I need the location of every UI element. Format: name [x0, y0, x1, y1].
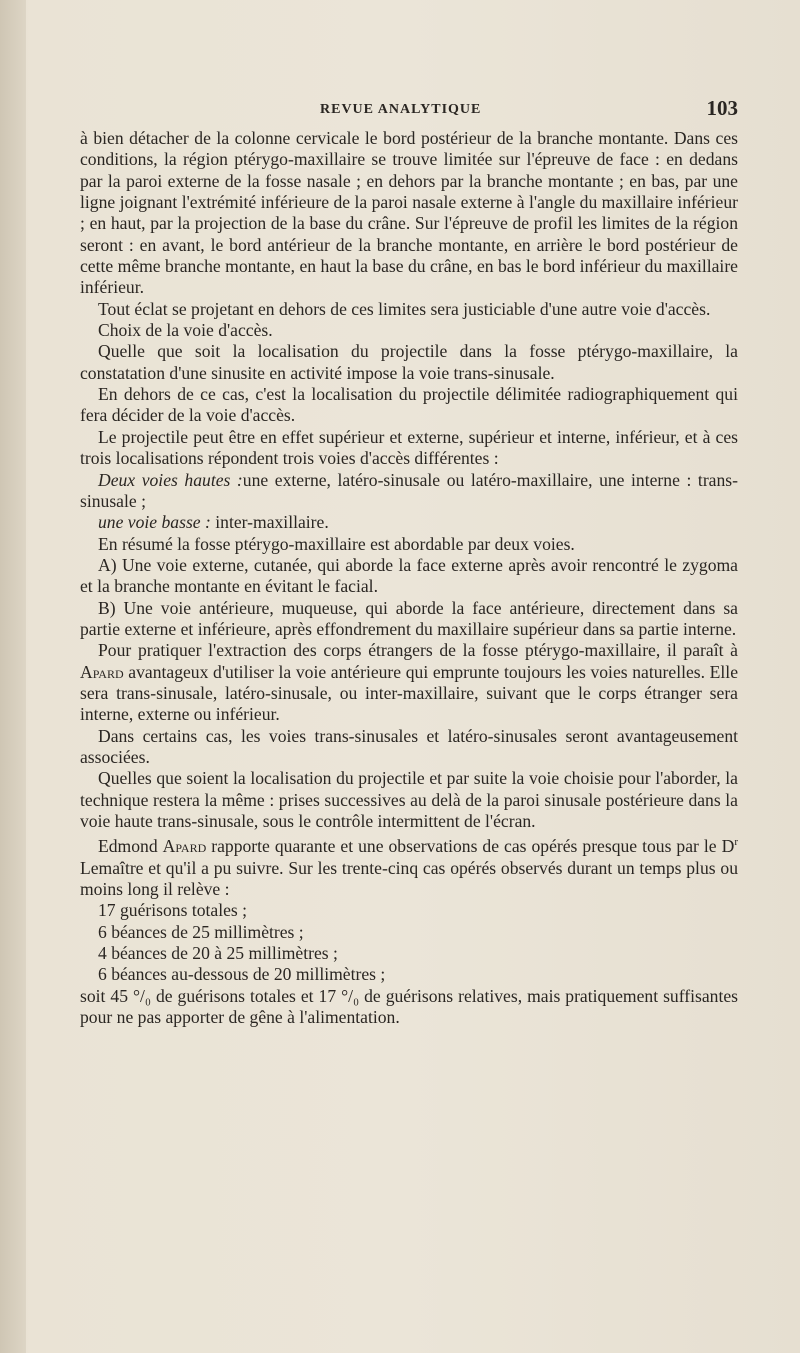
paragraph: En résumé la fosse ptérygo-maxillaire est abordable par deux voies.: [98, 533, 575, 554]
running-head: [80, 96, 738, 124]
paragraph: A) Une voie externe, cutanée, qui aborde la face externe après avoir rencontré le zygoma et la branche montante en évitant le facial.: [80, 554, 738, 597]
paragraph: Tout éclat se projetant en dehors de ces limites sera justiciable d'une autre voie d'accès.: [98, 298, 711, 319]
author-name: Apard: [80, 661, 124, 682]
list-item: 6 béances de 25 millimètres ;: [98, 921, 304, 942]
paragraph: [80, 512, 738, 533]
paragraph: [80, 470, 738, 513]
italic-phrase: Deux voies hautes :: [98, 469, 243, 490]
paragraph: Le projectile peut être en effet supérieur et externe, supérieur et interne, inférieur, et à ces trois localisations répondent trois voies d'accès différentes :: [80, 426, 738, 469]
paragraph: En dehors de ce cas, c'est la localisation du projectile délimitée radiographiquement qui fera décider de la voie d'accès.: [80, 384, 738, 426]
page-number: 103: [706, 96, 738, 120]
text-run: rapporte quarante et une observations de cas opérés presque tous par le: [211, 836, 717, 857]
text-run: Lemaître et qu'il a pu suivre. Sur les trente-cinq cas opérés observés durant un temps plus ou moins long il relève :: [80, 857, 738, 899]
text-run: inter-maxillaire.: [215, 512, 329, 533]
paragraph: Quelles que soient la localisation du projectile et par suite la voie choisie pour l'aborder, la technique restera la même : prises successives au delà de la paroi sinusale postérieure dans la voie haute trans-sinusale, sous le contrôle intermittent de l'écran.: [80, 768, 738, 831]
paragraph: Quelle que soit la localisation du projectile dans la fosse ptérygo-maxillaire, la constatation d'une sinusite en activité impose la voie trans-sinusale.: [80, 341, 738, 383]
author-name: Apard: [162, 836, 207, 857]
text-run: avantageux d'utiliser la voie antérieure qui emprunte toujours les voies naturelles. Elle sera trans-sinusale, latéro-sinusale, ou inter-maxillaire, suivant que le corps étranger sera interne, externe ou inférieur.: [80, 661, 739, 725]
italic-phrase: une voie basse :: [98, 512, 211, 533]
paragraph: B) Une voie antérieure, muqueuse, qui aborde la face antérieure, directement dans sa partie externe et inférieure, après effondrement du maxillaire supérieur dans sa partie interne.: [80, 597, 738, 639]
page-binding-shadow: [0, 0, 26, 1353]
superscript: r: [734, 836, 738, 849]
text-run: Edmond: [98, 836, 158, 857]
article-body: [80, 128, 738, 1028]
list-item: 4 béances de 20 à 25 millimètres ;: [98, 942, 338, 963]
paragraph: soit 45 °/₀ de guérisons totales et 17 °/₀ de guérisons relatives, mais pratiquement suffisantes pour ne pas apporter de gêne à l'alimentation.: [80, 985, 738, 1027]
section-heading: Choix de la voie d'accès.: [98, 320, 273, 341]
doctor-abbrev: $D^r$: [721, 836, 738, 857]
paragraph: Dans certains cas, les voies trans-sinusales et latéro-sinusales seront avantageusement associées.: [80, 725, 738, 767]
paragraph: [80, 832, 738, 900]
text-run: une externe, latéro-sinusale ou latéro-maxillaire, une interne : trans-sinusale ;: [80, 469, 738, 511]
list-item: 17 guérisons totales ;: [98, 900, 248, 921]
list-item: 6 béances au-dessous de 20 millimètres ;: [98, 964, 386, 985]
running-title: REVUE ANALYTIQUE: [320, 102, 482, 117]
text-run: Pour pratiquer l'extraction des corps étrangers de la fosse ptérygo-maxillaire, il paraît à: [98, 640, 738, 661]
paragraph: à bien détacher de la colonne cervicale le bord postérieur de la branche montante. Dans ces conditions, la région ptérygo-maxillaire se trouve limitée sur l'épreuve de face : en dedans par la paroi externe de la fosse nasale ; en dehors par la branche montante ; en bas, par une ligne joignant l'extrémité inférieure de la paroi nasale externe à l'angle du maxillaire inférieur ; en haut, par la projection de la base du crâne. Sur l'épreuve de profil les limites de la région seront : en avant, le bord antérieur de la branche montante, en arrière le bord postérieur de cette même branche montante, en haut la base du crâne, en bas le bord inférieur du maxillaire inférieur.: [80, 128, 738, 298]
paragraph: [80, 640, 738, 725]
